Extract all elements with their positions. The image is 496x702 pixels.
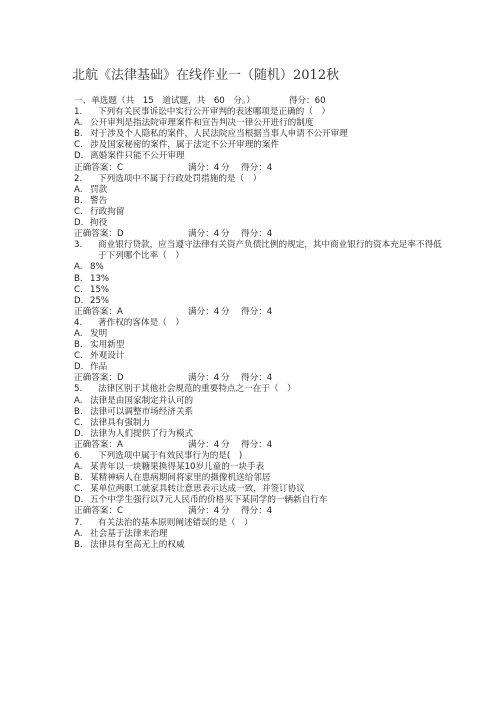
- answer-result-row: [74, 506, 454, 517]
- option-letter: B.: [74, 129, 83, 140]
- question-text: 商业银行贷款，应当遵守法律有关资产负债比例的规定，其中商业银行的资本充足率不得低于下列哪个比率（ ）: [98, 240, 442, 262]
- answer-option: [74, 274, 454, 285]
- answer-option: [74, 140, 454, 151]
- option-text: 罚款: [90, 184, 108, 195]
- option-text: 某单位两职工就家具转让意思表示达成一致，并签订协议: [90, 484, 305, 495]
- question-stem: [74, 174, 454, 185]
- option-letter: A.: [74, 462, 83, 473]
- question-text: 下列选项中不属于行政处罚措施的是（ ）: [98, 173, 262, 184]
- question-stem: [74, 240, 454, 262]
- answer-option: [74, 129, 454, 140]
- answer-option: [74, 351, 454, 362]
- option-letter: B.: [74, 273, 83, 284]
- option-letter: C.: [74, 284, 83, 295]
- answer-option: [74, 262, 454, 273]
- answer-option: [74, 340, 454, 351]
- question-number: 1.: [74, 107, 83, 118]
- score-unit: 分: [221, 162, 230, 173]
- option-letter: C.: [74, 206, 83, 217]
- question-list: [74, 96, 454, 551]
- option-letter: B.: [74, 406, 83, 417]
- option-letter: D.: [74, 362, 84, 373]
- option-text: 公开审判是指法院审理案件和宣告判决一律公开进行的制度: [90, 118, 314, 129]
- obtained-score: 得分：4: [241, 373, 273, 384]
- full-score: 满分：4: [188, 439, 220, 450]
- correct-answer: 正确答案：C: [74, 506, 123, 517]
- correct-answer: 正确答案：D: [74, 229, 124, 240]
- answer-option: [74, 418, 454, 429]
- score-unit: 分: [221, 373, 230, 384]
- obtained-score: 得分：4: [241, 162, 273, 173]
- option-letter: A.: [74, 118, 83, 129]
- full-score: 满分：4: [188, 306, 220, 317]
- full-score: 满分：4: [188, 506, 220, 517]
- option-letter: D.: [74, 295, 84, 306]
- option-text: 发明: [90, 328, 108, 339]
- obtained-score: 得分：4: [241, 439, 273, 450]
- question-stem: [74, 107, 454, 118]
- answer-option: [74, 329, 454, 340]
- option-letter: A.: [74, 262, 83, 273]
- option-letter: C.: [74, 484, 83, 495]
- option-text: 某青年以一块糖果换得某10岁儿童的一块手表: [90, 462, 265, 473]
- full-score: 满分：4: [188, 229, 220, 240]
- section-header: [74, 96, 454, 107]
- option-text: 法律可以调整市场经济关系: [90, 406, 194, 417]
- option-text: 警告: [90, 195, 108, 206]
- option-text: 行政拘留: [90, 206, 125, 217]
- answer-option: [74, 462, 454, 473]
- question-number: 4.: [74, 317, 83, 328]
- answer-option: [74, 495, 454, 506]
- answer-option: [74, 429, 454, 440]
- answer-option: [74, 540, 454, 551]
- answer-result-row: [74, 307, 454, 318]
- correct-answer: 正确答案：A: [74, 306, 123, 317]
- option-text: 对于涉及个人隐私的案件，人民法院应当根据当事人申请不公开审理: [90, 129, 348, 140]
- option-text: 8%: [90, 262, 104, 273]
- answer-option: [74, 185, 454, 196]
- option-text: 法律为人们提供了行为模式: [90, 428, 194, 439]
- answer-option: [74, 529, 454, 540]
- question-number: 3.: [74, 240, 83, 251]
- score-unit: 分: [221, 229, 230, 240]
- full-score: 满分：4: [188, 373, 220, 384]
- option-text: 拘役: [90, 218, 108, 229]
- option-letter: D.: [74, 495, 84, 506]
- option-text: 25%: [90, 295, 110, 306]
- question-text: 下列选项中属于有效民事行为的是( ): [98, 451, 243, 461]
- question-number: 5.: [74, 384, 83, 395]
- option-text: 某精神病人在患病期间将家里的摄像机送给邻居: [90, 473, 271, 484]
- question-stem: [74, 451, 454, 462]
- option-text: 实用新型: [90, 340, 125, 351]
- obtained-score: 得分：4: [241, 229, 273, 240]
- option-letter: A.: [74, 328, 83, 339]
- option-text: 涉及国家秘密的案件，属于法定不公开审理的案件: [90, 140, 280, 151]
- option-text: 五个中学生强行以7元人民币的价格买下某同学的一辆新自行车: [90, 495, 328, 506]
- question-number: 6.: [74, 451, 83, 461]
- answer-option: [74, 218, 454, 229]
- answer-result-row: [74, 440, 454, 451]
- option-text: 15%: [90, 284, 110, 295]
- option-text: 13%: [90, 273, 110, 284]
- option-text: 法律是由国家制定并认可的: [90, 395, 194, 406]
- option-letter: C.: [74, 351, 83, 362]
- obtained-score: 得分：4: [241, 506, 273, 517]
- answer-option: [74, 473, 454, 484]
- answer-option: [74, 362, 454, 373]
- answer-option: [74, 196, 454, 207]
- question-stem: [74, 518, 454, 529]
- option-text: 法律具有至高无上的权威: [90, 539, 185, 550]
- full-score: 满分：4: [188, 162, 220, 173]
- question-text: 下列有关民事诉讼中实行公开审判的表述哪项是正确的（ ）: [98, 107, 331, 118]
- option-letter: D.: [74, 218, 84, 229]
- option-text: 离婚案件只能不公开审理: [90, 151, 185, 162]
- option-letter: B.: [74, 539, 83, 550]
- answer-option: [74, 484, 454, 495]
- option-letter: C.: [74, 417, 83, 428]
- option-letter: A.: [74, 528, 83, 539]
- question-text: 有关法治的基本原则阐述错误的是（ ）: [98, 517, 253, 528]
- option-text: 作品: [90, 362, 108, 373]
- question-text: 法律区别于其他社会规范的重要特点之一在于（ ）: [98, 384, 296, 395]
- option-letter: B.: [74, 340, 83, 351]
- option-letter: B.: [74, 473, 83, 484]
- answer-option: [74, 407, 454, 418]
- answer-result-row: [74, 229, 454, 240]
- answer-option: [74, 396, 454, 407]
- correct-answer: 正确答案：D: [74, 373, 124, 384]
- option-text: 外观设计: [90, 351, 125, 362]
- score-unit: 分: [221, 506, 230, 517]
- answer-option: [74, 207, 454, 218]
- question-stem: [74, 318, 454, 329]
- question-number: 7.: [74, 517, 83, 528]
- option-letter: D.: [74, 151, 84, 162]
- score-unit: 分: [221, 439, 230, 450]
- option-letter: C.: [74, 140, 83, 151]
- score-unit: 分: [221, 306, 230, 317]
- option-letter: A.: [74, 395, 83, 406]
- answer-result-row: [74, 163, 454, 174]
- correct-answer: 正确答案：C: [74, 162, 123, 173]
- document-title: 北航《法律基础》在线作业一（随机）2012秋: [72, 68, 340, 83]
- question-text: 著作权的客体是（ ）: [98, 317, 184, 328]
- answer-option: [74, 296, 454, 307]
- answer-result-row: [74, 373, 454, 384]
- answer-option: [74, 151, 454, 162]
- option-letter: A.: [74, 184, 83, 195]
- option-letter: B.: [74, 195, 83, 206]
- option-text: 法律具有强制力: [90, 417, 151, 428]
- correct-answer: 正确答案：A: [74, 439, 123, 450]
- section-score: 得分：60: [288, 96, 326, 106]
- obtained-score: 得分：4: [241, 306, 273, 317]
- answer-option: [74, 285, 454, 296]
- section-heading: 一、单选题（共 15 道试题，共 60 分。）: [74, 96, 255, 106]
- option-text: 社会基于法律来治理: [90, 528, 168, 539]
- option-letter: D.: [74, 428, 84, 439]
- question-stem: [74, 384, 454, 395]
- answer-option: [74, 118, 454, 129]
- question-number: 2.: [74, 173, 83, 184]
